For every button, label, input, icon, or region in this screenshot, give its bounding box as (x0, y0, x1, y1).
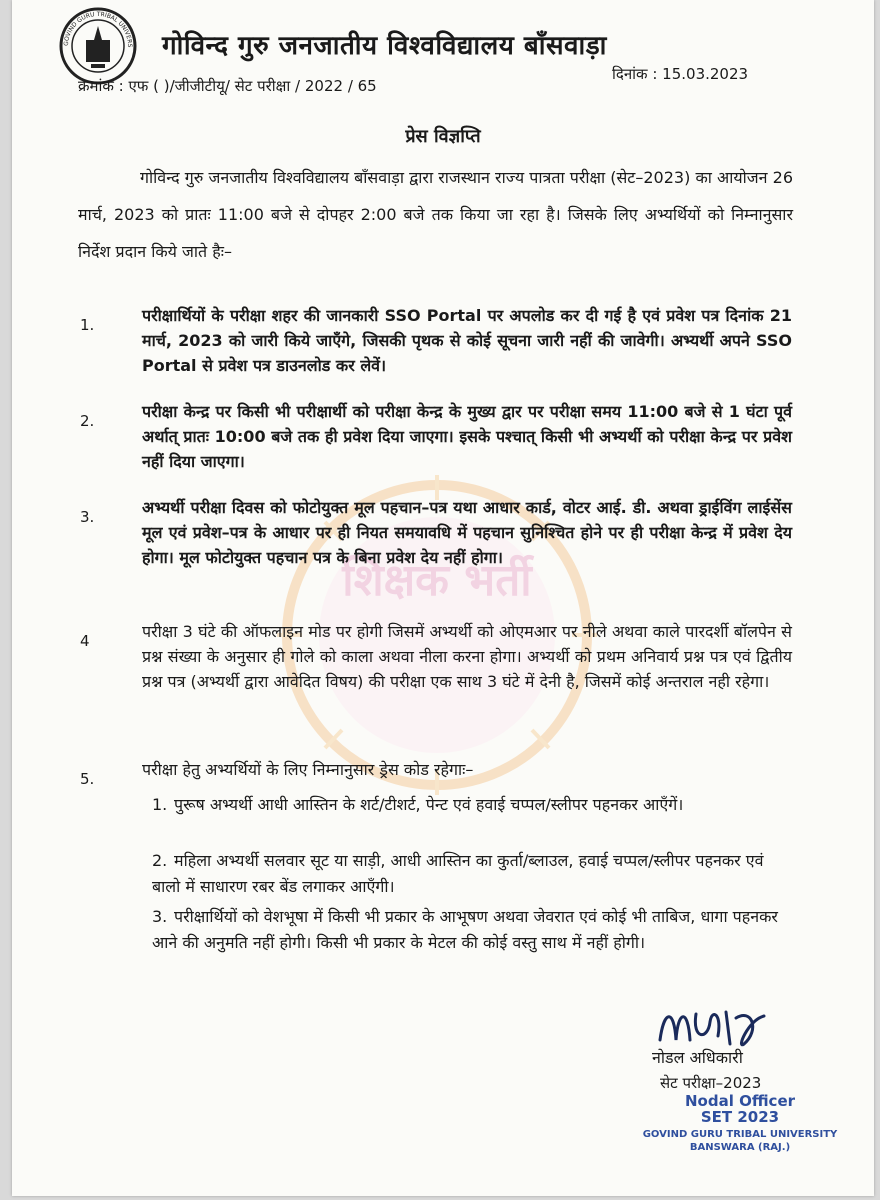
instruction-item: परीक्षा केन्द्र पर किसी भी परीक्षार्थी को परीक्षा केन्द्र के मुख्य द्वार पर परीक्षा समय 11:00 बजे से 1 घंटा पूर्व अर्थात् प्रातः 10:00 बजे तक ही प्रवेश दिया जाएगा। इसके पश्चात् किसी भी अभ्यर्थी को परीक्षा केन्द्र पर प्रवेश नहीं दिया जाएगा। (142, 402, 792, 471)
item-number: 2. (80, 412, 95, 430)
sub-item-number: 2. (152, 851, 168, 870)
dress-code-item (152, 848, 792, 899)
signatory-title: नोडल अधिकारी (652, 1048, 743, 1067)
item-number: 4 (80, 632, 90, 650)
university-emblem-icon (58, 6, 138, 86)
instruction-item: अभ्यर्थी परीक्षा दिवस को फोटोयुक्त मूल पहचान–पत्र यथा आधार कार्ड, वोटर आई. डी. अथवा ड्राईविंग लाईसेंस मूल एवं प्रवेश–पत्र के आधार पर ही नियत समयावधि में पहचान सुनिश्चित होने पर ही परीक्षा केन्द्र में प्रवेश देय होगा। मूल फोटोयुक्त पहचान पत्र के बिना प्रवेश देय नहीं होगा। (142, 498, 792, 567)
stamp-line: SET 2023 (700, 1107, 780, 1126)
official-stamp (640, 1094, 840, 1154)
signatory-subtitle: सेट परीक्षा–2023 (660, 1074, 762, 1092)
university-name: गोविन्द गुरु जनजातीय विश्वविद्यालय बाँसवाड़ा (162, 31, 607, 61)
item-number: 5. (80, 770, 95, 788)
reference-number: क्रमांक : एफ ( )/जीजीटीयू/ सेट परीक्षा / 2022 / 65 (78, 77, 377, 95)
sub-item-number: 3. (152, 907, 168, 926)
sub-item-text: परीक्षार्थियों को वेशभूषा में किसी भी प्रकार के आभूषण अथवा जेवरात एवं कोई भी ताबिज, धागा पहनकर आने की अनुमति नहीं होगी। किसी भी प्रकार के मेटल की कोई वस्तु साथ में नहीं होगी। (152, 907, 778, 952)
instruction-item: परीक्षा हेतु अभ्यर्थियों के लिए निम्नानुसार ड्रेस कोड रहेगाः– (142, 760, 474, 779)
svg-text:शिक्षक भर्ती: शिक्षक भर्ती (342, 555, 532, 606)
sub-item-text: पुरूष अभ्यर्थी आधी आस्तिन के शर्ट/टीशर्ट, पेन्ट एवं हवाई चप्पल/स्लीपर पहनकर आएँगें। (174, 795, 684, 814)
document-date: दिनांक : 15.03.2023 (612, 65, 749, 83)
document-page (12, 0, 874, 1196)
sub-item-number: 1. (152, 795, 168, 814)
sub-item-text: महिला अभ्यर्थी सलवार सूट या साड़ी, आधी आस्तिन का कुर्ता/ब्लाउल, हवाई चप्पल/स्लीपर पहनकर एवं बालो में साधारण रबर बेंड लगाकर आएँगी। (152, 851, 764, 896)
item-number: 1. (80, 316, 95, 334)
stamp-line: Nodal Officer (684, 1092, 796, 1110)
svg-text:GOVIND GURU TRIBAL UNIVERSITY: GOVIND GURU TRIBAL UNIVERS (62, 10, 134, 48)
instruction-item: परीक्षा 3 घंटे की ऑफलाइन मोड पर होगी जिसमें अभ्यर्थी को ओएमआर पर नीले अथवा काले पारदर्शी बॉलपेन से प्रश्न संख्या के अनुसार ही गोले को काला अथवा नीला करना होगा। अभ्यर्थी को प्रथम अनिवार्य प्रश्न पत्र एवं द्वितीय प्रश्न पत्र (अभ्यर्थी द्वारा आवेदित विषय) की परीक्षा एक साथ 3 घंटे में देनी है, जिसमें कोई अन्तराल नही रहेगा। (142, 622, 792, 691)
stamp-line: GOVIND GURU TRIBAL UNIVERSITY (642, 1128, 838, 1140)
stamp-line: BANSWARA (RAJ.) (689, 1142, 791, 1153)
dress-code-item (152, 904, 792, 955)
instruction-item: परीक्षार्थियों के परीक्षा शहर की जानकारी SSO Portal पर अपलोड कर दी गई है एवं प्रवेश पत्र दिनांक 21 मार्च, 2023 को जारी किये जाएँगे, जिसकी पृथक से कोई सूचना जारी नहीं की जावेगी। अभ्यर्थी अपने SSO Portal से प्रवेश पत्र डाउनलोड कर लेवें। (142, 306, 792, 375)
intro-paragraph: गोविन्द गुरु जनजातीय विश्वविद्यालय बाँसवाड़ा द्वारा राजस्थान राज्य पात्रता परीक्षा (सेट–2023) का आयोजन 26 मार्च, 2023 को प्रातः 11:00 बजे से दोपहर 2:00 बजे तक किया जा रहा है। जिसके लिए अभ्यर्थियों को निम्नानुसार निर्देश प्रदान किये जाते हैः– (78, 168, 793, 261)
item-number: 3. (80, 508, 95, 526)
press-release-title: प्रेस विज्ञप्ति (405, 126, 481, 147)
dress-code-item (152, 792, 792, 818)
